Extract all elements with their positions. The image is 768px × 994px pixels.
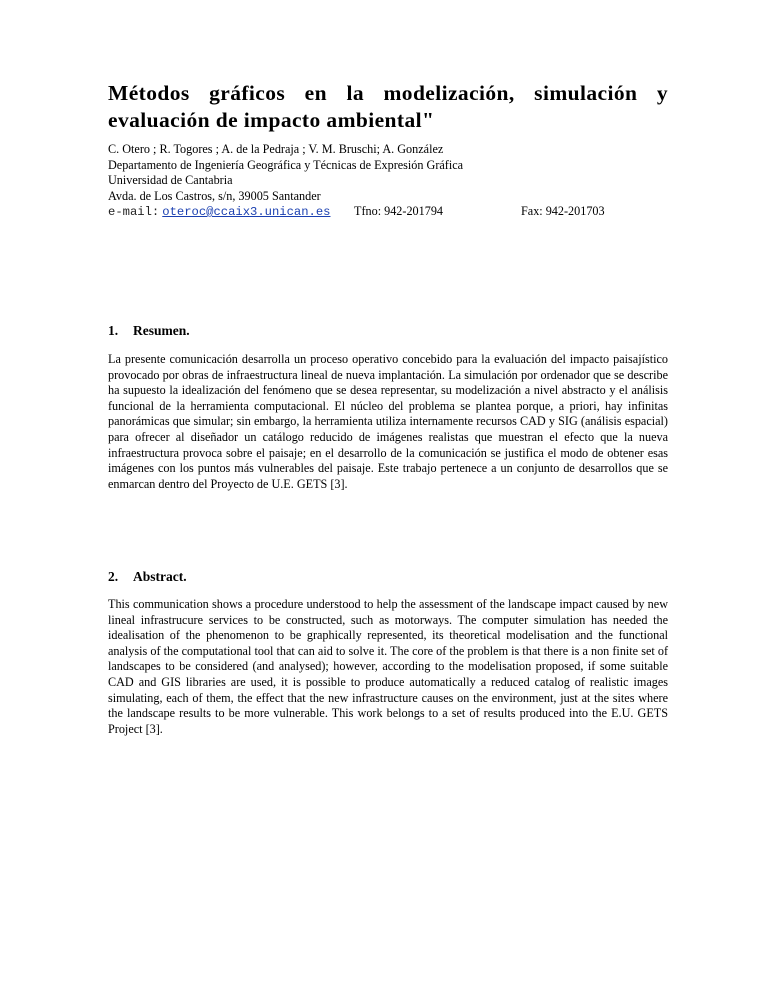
resumen-paragraph: La presente comunicación desarrolla un proceso operativo concebido para la evaluación del impacto paisajístico provocado por obras de infraestructura lineal de nueva implantación. La simulación por ordenador que se describe ha supuesto la idealización del fenómeno que se desea representar, su modelización a nivel abstracto y el análisis funcional de la herramienta computacional. El núcleo del problema se plantea porque, a priori, hay infinitas panorámicas que simular; sin embargo, la herramienta utiliza internamente recursos CAD y SIG (análisis espacial) para ofrecer al diseñador un catálogo reducido de imágenes realistas que muestran el efecto que la nueva infraestructura provoca sobre el paisaje; en el desarrollo de la comunicación se justifica el modo de obtener esas imágenes con los puntos más vulnerables del paisaje. Este trabajo pertenece a un conjunto de desarrollos que se enmarcan dentro del Proyecto de U.E. GETS [3]. <box>108 352 668 491</box>
university: Universidad de Cantabria <box>108 173 233 187</box>
department: Departamento de Ingeniería Geográfica y Técnicas de Expresión Gráfica <box>108 157 464 172</box>
section-title: Resumen. <box>133 323 190 338</box>
contact-line <box>108 204 668 220</box>
section-heading-abstract <box>108 569 187 585</box>
authors: C. Otero ; R. Togores ; A. de la Pedraja ; V. M. Bruschi; A. González <box>108 142 444 156</box>
abstract-paragraph: This communication shows a procedure understood to help the assessment of the landscape impact caused by new lineal infrastrucure services to be constructed, such as motorways. The computer simulation has needed the idealisation of the phenomenon to be graphically represented, its theoretical modelisation and the functional analysis of the computational tool that can aid to solve it. The core of the problem is that there is a non finite set of landscapes to be considered (and analysed); however, according to the modelisation proposed, if some suitable CAD and GIS libraries are used, it is possible to produce automatically a reduced catalog of realistic images simulating, each of them, the effect that the new infrastructure causes on the environment, just at the sites where the landscape results to be more vulnerable. This work belongs to a set of results produced into the E.U. GETS Project [3]. <box>108 597 668 736</box>
section-number: 1. <box>108 323 119 338</box>
section-heading-resumen <box>108 323 190 339</box>
email-link[interactable]: oteroc@ccaix3.unican.es <box>162 205 331 219</box>
phone-number: Tfno: 942-201794 <box>354 204 444 218</box>
fax-number: Fax: 942-201703 <box>521 204 605 218</box>
paper-title: Métodos gráficos en la modelización, simulación y evaluación de impacto ambiental" <box>108 81 668 132</box>
author-block <box>108 142 668 220</box>
section-title: Abstract. <box>133 569 187 584</box>
section-number: 2. <box>108 569 119 584</box>
address: Avda. de Los Castros, s/n, 39005 Santander <box>108 188 321 203</box>
email-label: e-mail: <box>108 205 160 219</box>
